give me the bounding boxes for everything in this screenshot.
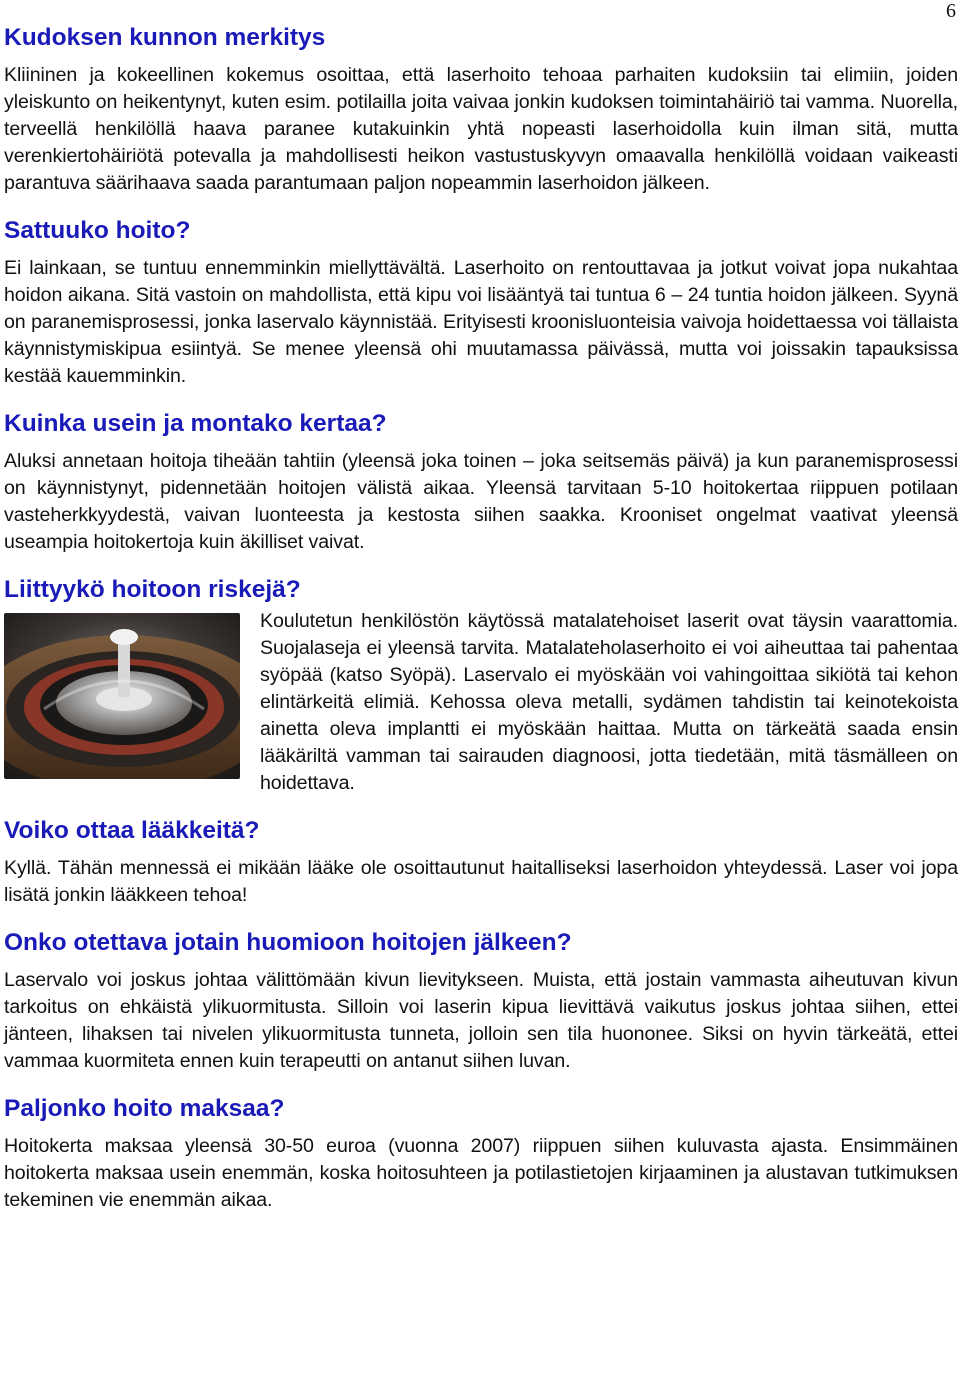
section-frequency xyxy=(4,406,958,556)
section-heading: Onko otettava jotain huomioon hoitojen jälkeen? xyxy=(4,929,572,956)
page-number: 6 xyxy=(946,0,956,22)
section-medication xyxy=(4,813,958,909)
section-heading: Kudoksen kunnon merkitys xyxy=(4,24,326,51)
section-paragraph: Laservalo voi joskus johtaa välittömään kivun lievitykseen. Muista, että jostain vammasta aiheutuvan kivun tarkoitus on ehkäistä ylikuormitusta. Silloin voi laserin kipua lievittävä vaikutus joskus johtaa siihen, ettei jänteen, lihaksen tai nivelen ylikuormitusta tunneta, jolloin sen tila huononee. Siksi on hyvin tärkeätä, ettei vammaa kuormiteta ennen kuin terapeutti on antanut siihen luvan. xyxy=(4,969,958,1072)
section-cost xyxy=(4,1091,958,1214)
document-body xyxy=(4,20,958,1214)
section-heading: Sattuuko hoito? xyxy=(4,217,191,244)
section-paragraph: Kyllä. Tähän mennessä ei mikään lääke ole osoittautunut haitalliseksi laserhoidon yhteydessä. Laser voi jopa lisätä jonkin lääkkeen tehoa! xyxy=(4,857,958,906)
section-heading: Voiko ottaa lääkkeitä? xyxy=(4,817,260,844)
section-tissue-condition xyxy=(4,20,958,197)
section-risks xyxy=(4,572,958,797)
section-after-treatment xyxy=(4,925,958,1075)
section-does-it-hurt xyxy=(4,213,958,390)
section-paragraph: Koulutetun henkilöstön käytössä matalatehoiset laserit ovat täysin vaarattomia. Suojalaseja ei yleensä tarvita. Matalateholaserhoito ei voi aiheuttaa tai pahentaa syöpää (katso Syöpä). Laservalo ei myöskään voi vahingoittaa sikiötä tai kehon elintärkeitä elimiä. Kehossa oleva metalli, sydämen tahdistin tai keinotekoista ainetta oleva implantti ei myöskään haittaa. Mutta on tärkeätä saada ensin lääkäriltä vamman tai sairauden diagnoosi, jotta tiedetään, mitä täsmälleen on hoidettava. xyxy=(260,610,958,794)
section-heading: Paljonko hoito maksaa? xyxy=(4,1095,285,1122)
section-paragraph: Ei lainkaan, se tuntuu ennemminkin miellyttävältä. Laserhoito on rentouttavaa ja jotkut voivat jopa nukahtaa hoidon aikana. Sitä vastoin on mahdollista, että kipu voi lisääntyä tai tuntua 6 – 24 tuntia hoidon jälkeen. Syynä on paranemisprosessi, jonka laservalo käynnistää. Erityisesti kroonisluonteisia vaivoja hoidettaessa voi tällaista käynnistymiskipua esiintyä. Se menee yleensä ohi muutamassa päivässä, mutta voi joissakin tapauksissa kestää kauemminkin. xyxy=(4,257,958,387)
section-heading: Kuinka usein ja montako kertaa? xyxy=(4,410,387,437)
section-heading: Liittyykö hoitoon riskejä? xyxy=(4,576,301,603)
roulette-wheel-image xyxy=(4,613,240,779)
section-paragraph: Kliininen ja kokeellinen kokemus osoittaa, että laserhoito tehoaa parhaiten kudoksiin tai elimiin, joiden yleiskunto on heikentynyt, kuten esim. potilailla joita vaivaa jonkin kudoksen toimintahäiriö tai vamma. Nuorella, terveellä henkilöllä haava paranee kutakuinkin yhtä nopeasti laserhoidolla kuin ilman sitä, mutta verenkiertohäiriötä potevalla ja mahdollisesti heikon vastustuskyvyn omaavalla henkilöllä voidaan vaikeasti parantuva säärihaava saada parantumaan paljon nopeammin laserhoidon jälkeen. xyxy=(4,64,958,194)
section-paragraph: Aluksi annetaan hoitoja tiheään tahtiin (yleensä joka toinen – joka seitsemäs päivä) ja kun paranemisprosessi on käynnistynyt, pidennetään hoitojen välistä aikaa. Yleensä tarvitaan 5-10 hoitokertaa riippuen potilaan vasteherkkyydestä, vaivan luonteesta ja kestosta siihen saakka. Krooniset ongelmat vaativat yleensä useampia hoitokertoja kuin äkilliset vaivat. xyxy=(4,450,958,553)
section-paragraph: Hoitokerta maksaa yleensä 30-50 euroa (vuonna 2007) riippuen siihen kuluvasta ajasta. Ensimmäinen hoitokerta maksaa usein enemmän, koska hoitosuhteen ja potilastietojen kirjaaminen ja alustavan tutkimuksen tekeminen vie enemmän aikaa. xyxy=(4,1135,958,1211)
